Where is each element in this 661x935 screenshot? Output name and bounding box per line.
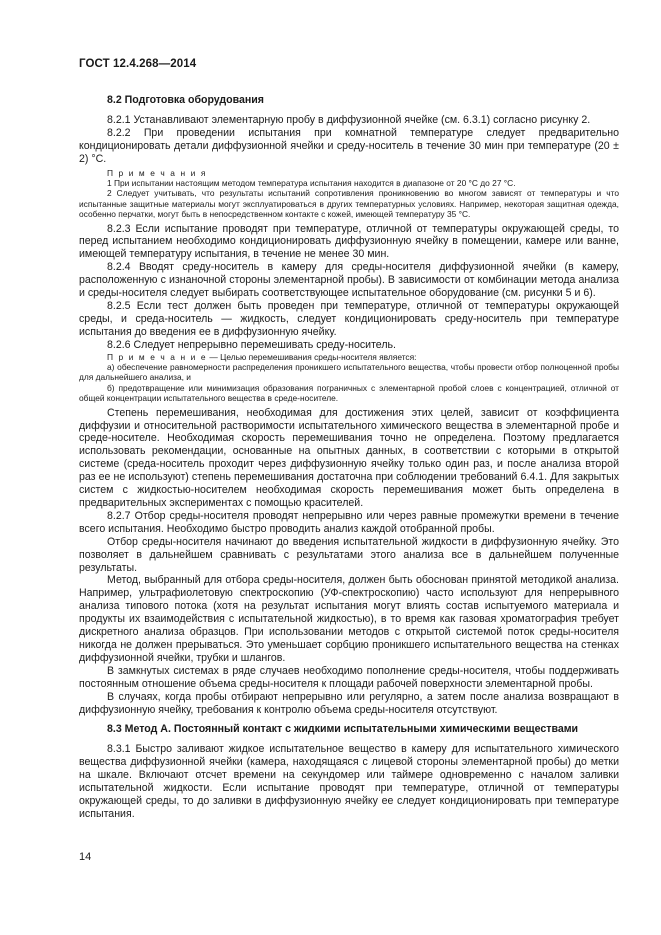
- note-2: 2 Следует учитывать, что результаты испытаний сопротивления проникновению во многом зависят от температуры и что испытанные защитные материалы могут эксплуатироваться в других температурных условиях. Например, некоторая защитная одежда, особенно перчатки, могут быть в непосредственном контакте с кожей, имеющей температуру 35 °С.: [79, 188, 619, 220]
- mixing-note-text: — Целью перемешивания среды-носителя является:: [207, 351, 417, 362]
- document-body: [79, 94, 619, 821]
- note-1: 1 При испытании настоящим методом температура испытания находится в диапазоне от 20 °С до 27 °С.: [107, 177, 516, 188]
- paragraph-closed-systems: В замкнутых системах в ряде случаев необходимо пополнение среды-носителя, чтобы поддерживать постоянным отношение объема среды-носителя к площади рабочей поверхности элементарной пробы.: [79, 664, 619, 690]
- document-header: ГОСТ 12.4.268—2014: [79, 58, 197, 70]
- notes-title: П р и м е ч а н и я: [107, 167, 207, 178]
- paragraph-8-2-1: 8.2.1 Устанавливают элементарную пробу в диффузионной ячейке (см. 6.3.1) согласно рисунку 2.: [107, 113, 591, 126]
- paragraph-mixing-degree: Степень перемешивания, необходимая для достижения этих целей, зависит от коэффициента диффузии и относительной растворимости испытательного химического вещества в элементарной пробе и среде-носителе. Необходимая скорость перемешивания точно не определена. Поэтому предлагается использовать рекомендации, основанные на опытных данных, в соответствии с которыми в открытой системе (среда-носитель проходит через диффузионную ячейку только один раз, и после анализа второй раз ее не используют) степень перемешивания достаточна при соблюдении требований 6.4.1. Для закрытых систем с жидкостью-носителем необходимая скорость перемешивания может быть определена в предварительных экспериментах с помощью красителей.: [79, 406, 619, 509]
- paragraph-sampling-start: Отбор среды-носителя начинают до введения испытательной жидкости в диффузионную ячейку. Это позволяет в дальнейшем сравнивать с результатами этого анализа все в дальнейшем полученные результаты.: [79, 535, 619, 574]
- paragraph-8-2-2: 8.2.2 При проведении испытания при комнатной температуре следует предварительно кондиционировать детали диффузионной ячейки и среду-носитель в течение 30 мин при температуре (20 ± 2) °С.: [79, 126, 619, 165]
- mixing-note-a: а) обеспечение равномерности распределения проникшего испытательного вещества, чтобы провести отбор полноценной пробы для дальнейшего анализа, и: [79, 362, 619, 383]
- mixing-note-intro: [79, 352, 619, 362]
- mixing-note-block: [79, 352, 619, 404]
- notes-block: [79, 168, 619, 220]
- paragraph-sampling-method: Метод, выбранный для отбора среды-носителя, должен быть обоснован принятой методикой анализа. Например, ультрафиолетовую спектроскопию (УФ-спектроскопию) часто используют для непрерывного анализа типового потока (хотя на результат испытания могут влиять состав испытуемого материала и продукты их взаимодействия с испытательной жидкостью), в то время как газовая хроматография требует дискретного анализа образцов. При использовании методов с открытой системой поток среды-носителя никогда не должен прерываться. Это уменьшает сорбцию проникшего испытательного вещества на стенках диффузионной ячейки, трубки и шлангов.: [79, 574, 619, 664]
- section-8-2-heading: 8.2 Подготовка оборудования: [107, 94, 264, 106]
- mixing-note-title: П р и м е ч а н и е: [107, 351, 208, 362]
- mixing-note-b: б) предотвращение или минимизация образования пограничных с элементарной пробой слоев с концентрацией, отличной от общей концентрации испытательного вещества в среде-носителе.: [79, 382, 619, 404]
- paragraph-sample-return: В случаях, когда пробы отбирают непрерывно или регулярно, а затем после анализа возвращают в диффузионную ячейку, требования к контролю объема среды-носителя отсутствуют.: [79, 690, 619, 716]
- section-8-3-heading: 8.3 Метод А. Постоянный контакт с жидкими испытательными химическими веществами: [107, 723, 579, 736]
- paragraph-8-3-1: 8.3.1 Быстро заливают жидкое испытательное вещество в камеру для испытательного химического вещества диффузионной ячейки (камера, находящаяся с лицевой стороны элементарной пробы) до метки на шкале. Включают отсчет времени на секундомер или таймере одновременно с началом заливки испытательной жидкости. Если испытание проводят при температуре, отличной от температуры окружающей среды, то до заливки в диффузионную ячейку ее следует кондиционировать при температуре испытания.: [79, 743, 619, 820]
- page-number: 14: [79, 851, 92, 863]
- paragraph-8-2-5: 8.2.5 Если тест должен быть проведен при температуре, отличной от температуры окружающей среды, и среда-носитель — жидкость, следует кондиционировать среду-носитель при температуре испытания до введения ее в диффузионную ячейку.: [79, 300, 619, 338]
- paragraph-8-2-3: 8.2.3 Если испытание проводят при температуре, отличной от температуры окружающей среды, то перед испытанием необходимо кондиционировать диффузионную ячейку в помещении, камере или ванне, имеющей температуру испытания, в течение не менее 30 мин.: [79, 222, 619, 261]
- paragraph-8-2-6: 8.2.6 Следует непрерывно перемешивать среду-носитель.: [107, 338, 396, 351]
- paragraph-8-2-4: 8.2.4 Вводят среду-носитель в камеру для среды-носителя диффузионной ячейки (в камеру, расположенную с изнаночной стороны элементарной пробы). В зависимости от комбинации метода анализа и среды-носителя следует выбирать соответствующее испытательное оборудование (см. рисунки 5 и 6).: [79, 261, 619, 300]
- paragraph-8-2-7: 8.2.7 Отбор среды-носителя проводят непрерывно или через равные промежутки времени в течение всего испытания. Необходимо быстро проводить анализ каждой отобранной пробы.: [79, 509, 619, 535]
